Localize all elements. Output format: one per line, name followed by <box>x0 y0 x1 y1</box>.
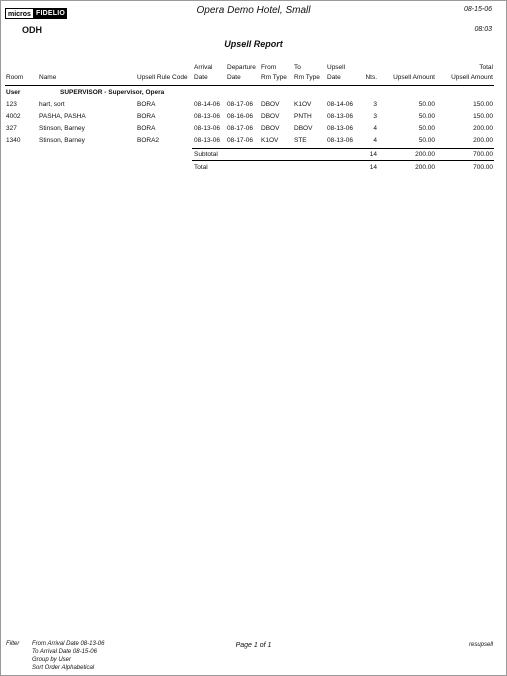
col-total-2: Upsell Amount <box>451 74 493 81</box>
filter-line: To Arrival Date 08-15-06 <box>32 649 97 655</box>
property-code: ODH <box>22 25 42 35</box>
col-departure-1: Departure <box>227 64 256 71</box>
group-value: SUPERVISOR - Supervisor, Opera <box>60 89 165 96</box>
cell-nights: 4 <box>373 137 377 144</box>
filter-line: Sort Order Alphabetical <box>32 665 95 671</box>
cell-upsell-date: 08-14-06 <box>327 101 354 108</box>
subtotal-rule <box>192 148 494 149</box>
cell-to: K1OV <box>294 101 312 108</box>
hotel-name: Opera Demo Hotel, Small <box>196 5 311 16</box>
total-rule <box>192 160 494 161</box>
cell-amount: 50.00 <box>418 113 435 120</box>
total-label: Total <box>194 164 208 171</box>
cell-name: PASHA, PASHA <box>39 113 86 120</box>
filter-label: Filter <box>6 641 20 647</box>
cell-upsell-date: 08-13-06 <box>327 137 354 144</box>
cell-departure: 08-17-06 <box>227 125 254 132</box>
cell-departure: 08-17-06 <box>227 101 254 108</box>
cell-rule: BORA <box>137 113 156 120</box>
total-nights: 14 <box>369 164 377 171</box>
report-time: 08:03 <box>474 26 492 33</box>
col-departure-2: Date <box>227 74 241 81</box>
cell-total: 150.00 <box>473 113 493 120</box>
cell-name: Stinson, Barney <box>39 137 85 144</box>
cell-room: 123 <box>6 101 17 108</box>
cell-to: STE <box>294 137 307 144</box>
col-total-1: Total <box>479 64 493 71</box>
col-upsell-rule-code: Upsell Rule Code <box>137 74 188 81</box>
filter-line: From Arrival Date 08-13-06 <box>32 641 105 647</box>
cell-from: DBOV <box>261 125 280 132</box>
cell-total: 200.00 <box>473 137 493 144</box>
cell-amount: 50.00 <box>418 101 435 108</box>
cell-departure: 08-17-06 <box>227 137 254 144</box>
cell-rule: BORA <box>137 101 156 108</box>
cell-arrival: 08-13-06 <box>194 137 221 144</box>
cell-to: DBOV <box>294 125 313 132</box>
total-amount: 200.00 <box>415 164 435 171</box>
report-date: 08-15-06 <box>463 6 492 13</box>
col-to-1: To <box>294 64 301 71</box>
cell-arrival: 08-13-06 <box>194 113 221 120</box>
cell-departure: 08-16-06 <box>227 113 254 120</box>
col-upsell-amount: Upsell Amount <box>393 74 435 81</box>
cell-room: 1340 <box>6 137 21 144</box>
header-rule <box>5 85 494 86</box>
filter-line: Group by User <box>32 657 72 663</box>
cell-from: K1OV <box>261 137 279 144</box>
report-title: Upsell Report <box>224 39 283 49</box>
cell-upsell-date: 08-13-06 <box>327 113 354 120</box>
cell-to: PNTH <box>294 113 312 120</box>
subtotal-label: Subtotal <box>194 151 218 158</box>
cell-nights: 3 <box>373 113 377 120</box>
col-from-2: Rm Type <box>261 74 287 81</box>
cell-name: hart, sort <box>39 101 65 108</box>
report-id: resupsell <box>468 642 493 648</box>
subtotal-nights: 14 <box>369 151 377 158</box>
col-nights: Nts. <box>365 74 377 81</box>
cell-nights: 4 <box>373 125 377 132</box>
cell-from: DBOV <box>261 101 280 108</box>
cell-arrival: 08-13-06 <box>194 125 221 132</box>
logo-part-fidelio: FIDELIO <box>35 10 65 17</box>
cell-rule: BORA <box>137 125 156 132</box>
subtotal-total: 700.00 <box>473 151 493 158</box>
cell-name: Stinson, Barney <box>39 125 85 132</box>
cell-arrival: 08-14-06 <box>194 101 221 108</box>
cell-rule: BORA2 <box>137 137 160 144</box>
page-number: Page 1 of 1 <box>235 642 272 649</box>
cell-total: 150.00 <box>473 101 493 108</box>
cell-from: DBOV <box>261 113 280 120</box>
col-name: Name <box>39 74 57 81</box>
col-upsell-date-1: Upsell <box>327 64 346 71</box>
col-upsell-date-2: Date <box>327 74 341 81</box>
logo-part-micros: micros <box>5 8 34 19</box>
col-room: Room <box>6 74 24 81</box>
col-from-1: From <box>261 64 277 71</box>
cell-upsell-date: 08-13-06 <box>327 125 354 132</box>
subtotal-amount: 200.00 <box>415 151 435 158</box>
col-arrival-1: Arrival <box>194 64 213 71</box>
cell-room: 4002 <box>6 113 21 120</box>
col-to-2: Rm Type <box>294 74 320 81</box>
cell-amount: 50.00 <box>418 125 435 132</box>
total-total: 700.00 <box>473 164 493 171</box>
cell-nights: 3 <box>373 101 377 108</box>
cell-total: 200.00 <box>473 125 493 132</box>
col-arrival-2: Date <box>194 74 208 81</box>
group-label: User <box>6 89 21 96</box>
cell-room: 327 <box>6 125 17 132</box>
cell-amount: 50.00 <box>418 137 435 144</box>
